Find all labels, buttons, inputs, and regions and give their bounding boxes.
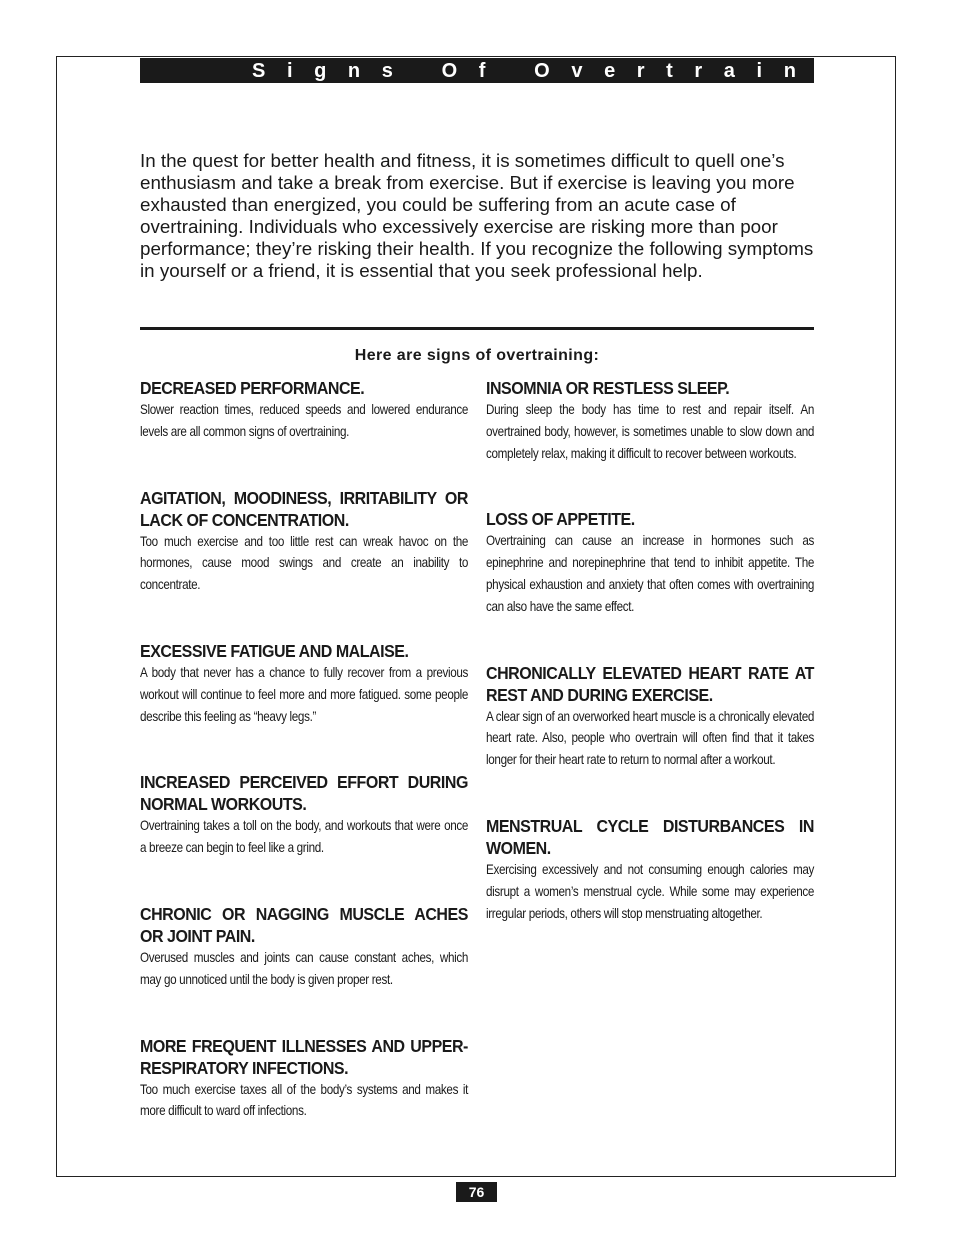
right-column xyxy=(486,377,814,924)
sign-heading: CHRONIC OR NAGGING MUSCLE ACHES OR JOINT PAIN. xyxy=(140,903,468,946)
sign-item xyxy=(486,377,814,464)
sign-heading: DECREASED PERFORMANCE. xyxy=(140,378,365,398)
sign-body: Overtraining takes a toll on the body, and workouts that were once a breeze can begin to feel like a grind. xyxy=(140,818,469,856)
sign-item xyxy=(140,771,468,859)
sign-body: Overtraining can cause an increase in hormones such as epinephrine and norepinephrine that tend to inhibit appetite. The physical exhaustion and anxiety that often comes with overtraining can also have the same effect. xyxy=(486,533,815,614)
page-title: Signs Of Overtraining xyxy=(252,60,913,82)
sign-item xyxy=(140,487,468,596)
sign-body: Overused muscles and joints can cause constant aches, which may go unnoticed until the body is given proper rest. xyxy=(140,949,469,987)
page-number: 76 xyxy=(456,1182,497,1202)
sign-heading: EXCESSIVE FATIGUE AND MALAISE. xyxy=(140,640,409,661)
sign-item xyxy=(140,377,468,443)
sign-heading: CHRONICALLY ELEVATED HEART RATE AT REST AND DURING EXERCISE. xyxy=(486,662,814,705)
sign-heading: MORE FREQUENT ILLNESSES AND UPPER-RESPIRATORY INFECTIONS. xyxy=(140,1035,468,1078)
sign-item xyxy=(140,640,468,727)
title-bar xyxy=(140,58,913,83)
sign-body: A body that never has a chance to fully recover from a previous workout will continue to feel more and more fatigued. some people describe this feeling as “heavy legs.” xyxy=(140,664,469,724)
sign-heading: AGITATION, MOODINESS, IRRITABILITY OR LACK OF CONCENTRATION. xyxy=(140,487,468,530)
sign-body: Too much exercise taxes all of the body’s systems and makes it more difficult to ward off infections. xyxy=(140,1081,469,1119)
sign-heading: INCREASED PERCEIVED EFFORT DURING NORMAL WORKOUTS. xyxy=(140,772,468,815)
sign-body: During sleep the body has time to rest and repair itself. An overtrained body, however, is sometimes unable to slow down and completely relax, making it difficult to recover between workouts. xyxy=(486,402,815,461)
intro-paragraph: In the quest for better health and fitness, it is sometimes difficult to quell one’s enthusiasm and take a break from exercise. But if exercise is leaving you more exhausted than energized, you could be suffering from an acute case of overtraining. Individuals who excessively exercise are risking more than poor performance; they’re risking their health. If you recognize the following symptoms in yourself or a friend, it is essential that you seek professional help. xyxy=(140,150,814,281)
sign-body: A clear sign of an overworked heart muscle is a chronically elevated heart rate. Also, people who overtrain will often find that it takes longer for their heart rate to return to normal after a workout. xyxy=(486,708,815,768)
sign-heading: LOSS OF APPETITE. xyxy=(486,509,635,530)
divider-rule xyxy=(140,327,814,330)
sign-body: Slower reaction times, reduced speeds and lowered endurance levels are all common signs of overtraining. xyxy=(140,402,469,439)
sign-item xyxy=(140,903,468,991)
sign-item xyxy=(140,1035,468,1123)
sign-body: Exercising excessively and not consuming enough calories may disrupt a women’s menstrual cycle. While some may experience irregular periods, others will stop menstruating altogether. xyxy=(486,861,815,921)
sign-body: Too much exercise and too little rest can wreak havoc on the hormones, cause mood swings and create an inability to concentrate. xyxy=(140,533,469,593)
sign-item xyxy=(486,662,814,771)
left-column xyxy=(140,377,468,1122)
sign-heading: MENSTRUAL CYCLE DISTURBANCES IN WOMEN. xyxy=(486,815,814,858)
sign-item xyxy=(486,815,814,924)
sign-item xyxy=(486,508,814,617)
signs-heading: Here are signs of overtraining: xyxy=(354,347,600,364)
sign-heading: INSOMNIA OR RESTLESS SLEEP. xyxy=(486,378,730,398)
